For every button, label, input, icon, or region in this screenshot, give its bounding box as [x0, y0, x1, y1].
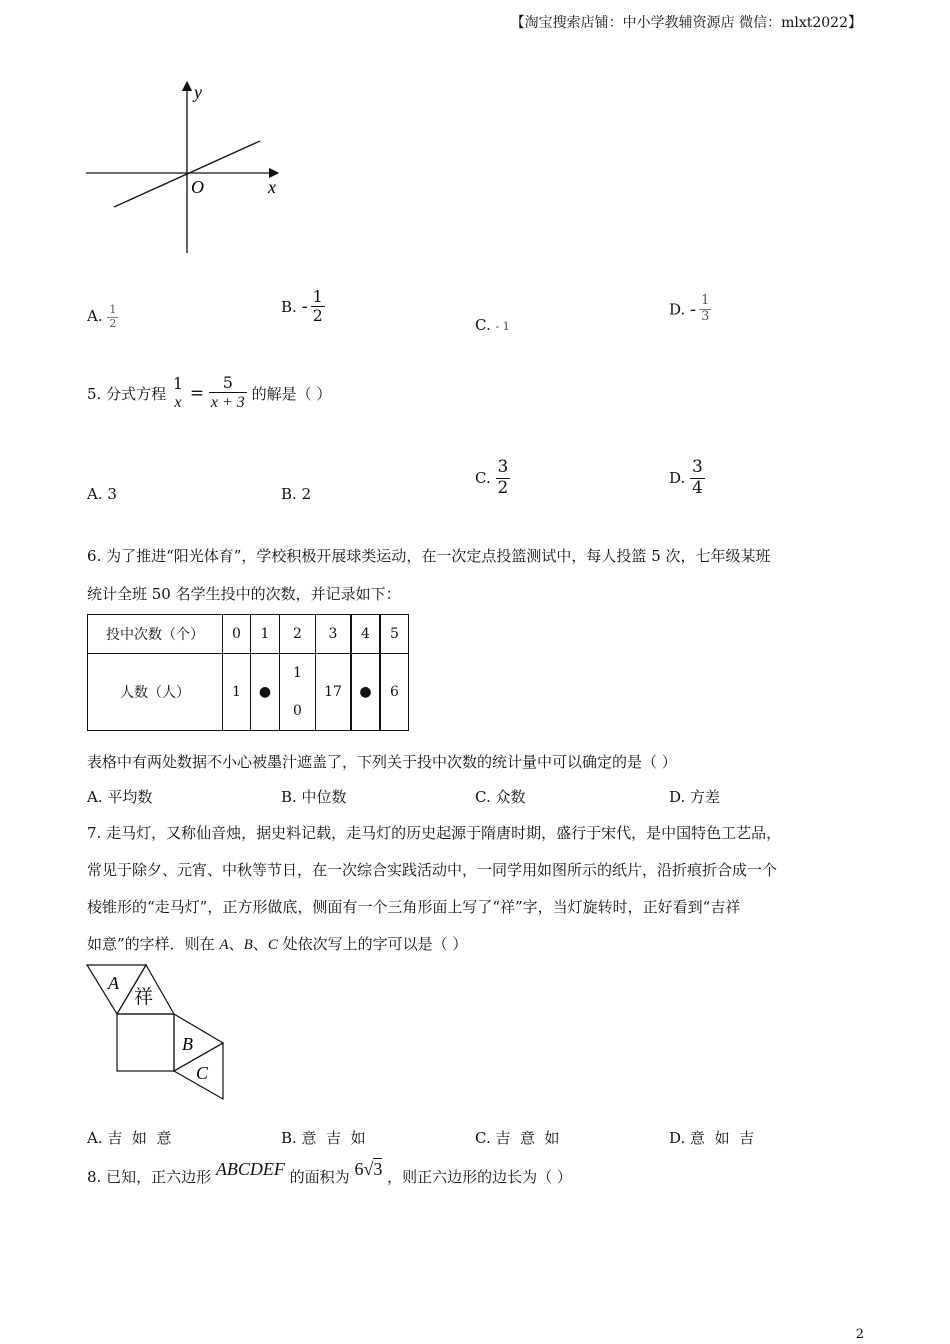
q5-option-b[interactable]: B. 2 [281, 485, 312, 503]
table-row: 人数（人） 1 ● 1 0 17 ● 6 [88, 654, 409, 731]
q7-line-1: 7. 走马灯，又称仙音烛，据史料记载，走马灯的历史起源于隋唐时期，盛行于宋代，是中国特色工艺品， [87, 824, 782, 842]
row-header: 人数（人） [88, 654, 223, 731]
ink-blot: ● [351, 654, 380, 731]
base-square [117, 1014, 174, 1071]
page-header: 【淘宝搜索店铺：中小学教辅资源店 微信：mlxt2022】 [510, 15, 862, 31]
fraction: $\frac{3}{2}$ [497, 457, 509, 498]
q6-line-2: 统计全班 50 名学生投中的次数，并记录如下： [87, 585, 401, 603]
q7-line-3: 棱锥形的“走马灯”，正方形做底，侧面有一个三角形面上写了“祥”字，当灯旋转时，正好看到“吉祥 [87, 898, 741, 916]
q6-option-d[interactable]: D. 方差 [669, 788, 721, 806]
q6-option-c[interactable]: C. 众数 [475, 788, 526, 806]
q6-option-a[interactable]: A. 平均数 [87, 788, 153, 806]
q5-question: 5. 分式方程 1 x = $\frac{5}{x + 3}$ 的解是（ ） [87, 373, 332, 412]
q6-line-1: 6. 为了推进“阳光体育”，学校积极开展球类运动，在一次定点投篮测试中，每人投篮 5 次，七年级某班 [87, 547, 771, 565]
table-row: 投中次数（个） 0 1 2 3 4 5 [88, 615, 409, 654]
fraction: $\frac{1}{2}$ [109, 303, 117, 330]
area-value: 6√3 [354, 1159, 383, 1179]
pyramid-net-figure [84, 962, 229, 1104]
page-number: 2 [855, 1327, 864, 1342]
fraction: $\frac{1}{3}$ [701, 293, 710, 324]
q7-option-b[interactable]: B. 意 吉 如 [281, 1129, 366, 1147]
q4-option-d[interactable]: D. - $\frac{1}{3}$ [669, 293, 710, 324]
label-a: A [108, 973, 119, 993]
q5-option-c[interactable]: C. $\frac{3}{2}$ [475, 457, 509, 498]
q6-option-b[interactable]: B. 中位数 [281, 788, 347, 806]
q5-option-a[interactable]: A. 3 [87, 485, 117, 503]
q4-option-a[interactable]: A. $\frac{1}{2}$ [87, 303, 117, 330]
rhs-fraction: $\frac{5}{x + 3}$ [210, 373, 245, 412]
ink-blot: ● [251, 654, 280, 731]
q5-option-d[interactable]: D. $\frac{3}{4}$ [669, 457, 703, 498]
coordinate-graph [84, 80, 294, 260]
q6-after-table: 表格中有两处数据不小心被墨汁遮盖了，下列关于投中次数的统计量中可以确定的是（ ） [87, 753, 677, 771]
q4-option-c[interactable]: C. - 1 [475, 316, 510, 334]
stat-table [87, 614, 409, 731]
label-c: C [196, 1063, 209, 1083]
x-axis-label: x [268, 177, 276, 197]
y-axis-label: y [194, 82, 202, 102]
row-header: 投中次数（个） [88, 615, 223, 654]
fraction: $\frac{1}{2}$ [312, 287, 323, 326]
q7-line-2: 常见于除夕、元宵、中秋等节日，在一次综合实践活动中，一同学用如图所示的纸片，沿折痕折合成一个 [87, 861, 778, 879]
q7-option-d[interactable]: D. 意 如 吉 [669, 1129, 755, 1147]
q8-question: 8. 已知，正六边形 ABCDEF 的面积为 6√3 ，则正六边形的边长为（ ） [87, 1159, 572, 1186]
q4-option-b[interactable]: B. - $\frac{1}{2}$ [281, 287, 323, 326]
lhs-fraction: 1 x [172, 373, 184, 411]
label-b: B [182, 1034, 193, 1054]
q7-line-4: 如意”的字样．则在 A、B、C 处依次写上的字可以是（ ） [87, 935, 468, 953]
fraction: $\frac{3}{4}$ [692, 457, 703, 498]
origin-label: O [191, 177, 204, 197]
q7-option-c[interactable]: C. 吉 意 如 [475, 1129, 560, 1147]
q7-option-a[interactable]: A. 吉 如 意 [87, 1129, 172, 1147]
label-xiang: 祥 [134, 986, 154, 1008]
